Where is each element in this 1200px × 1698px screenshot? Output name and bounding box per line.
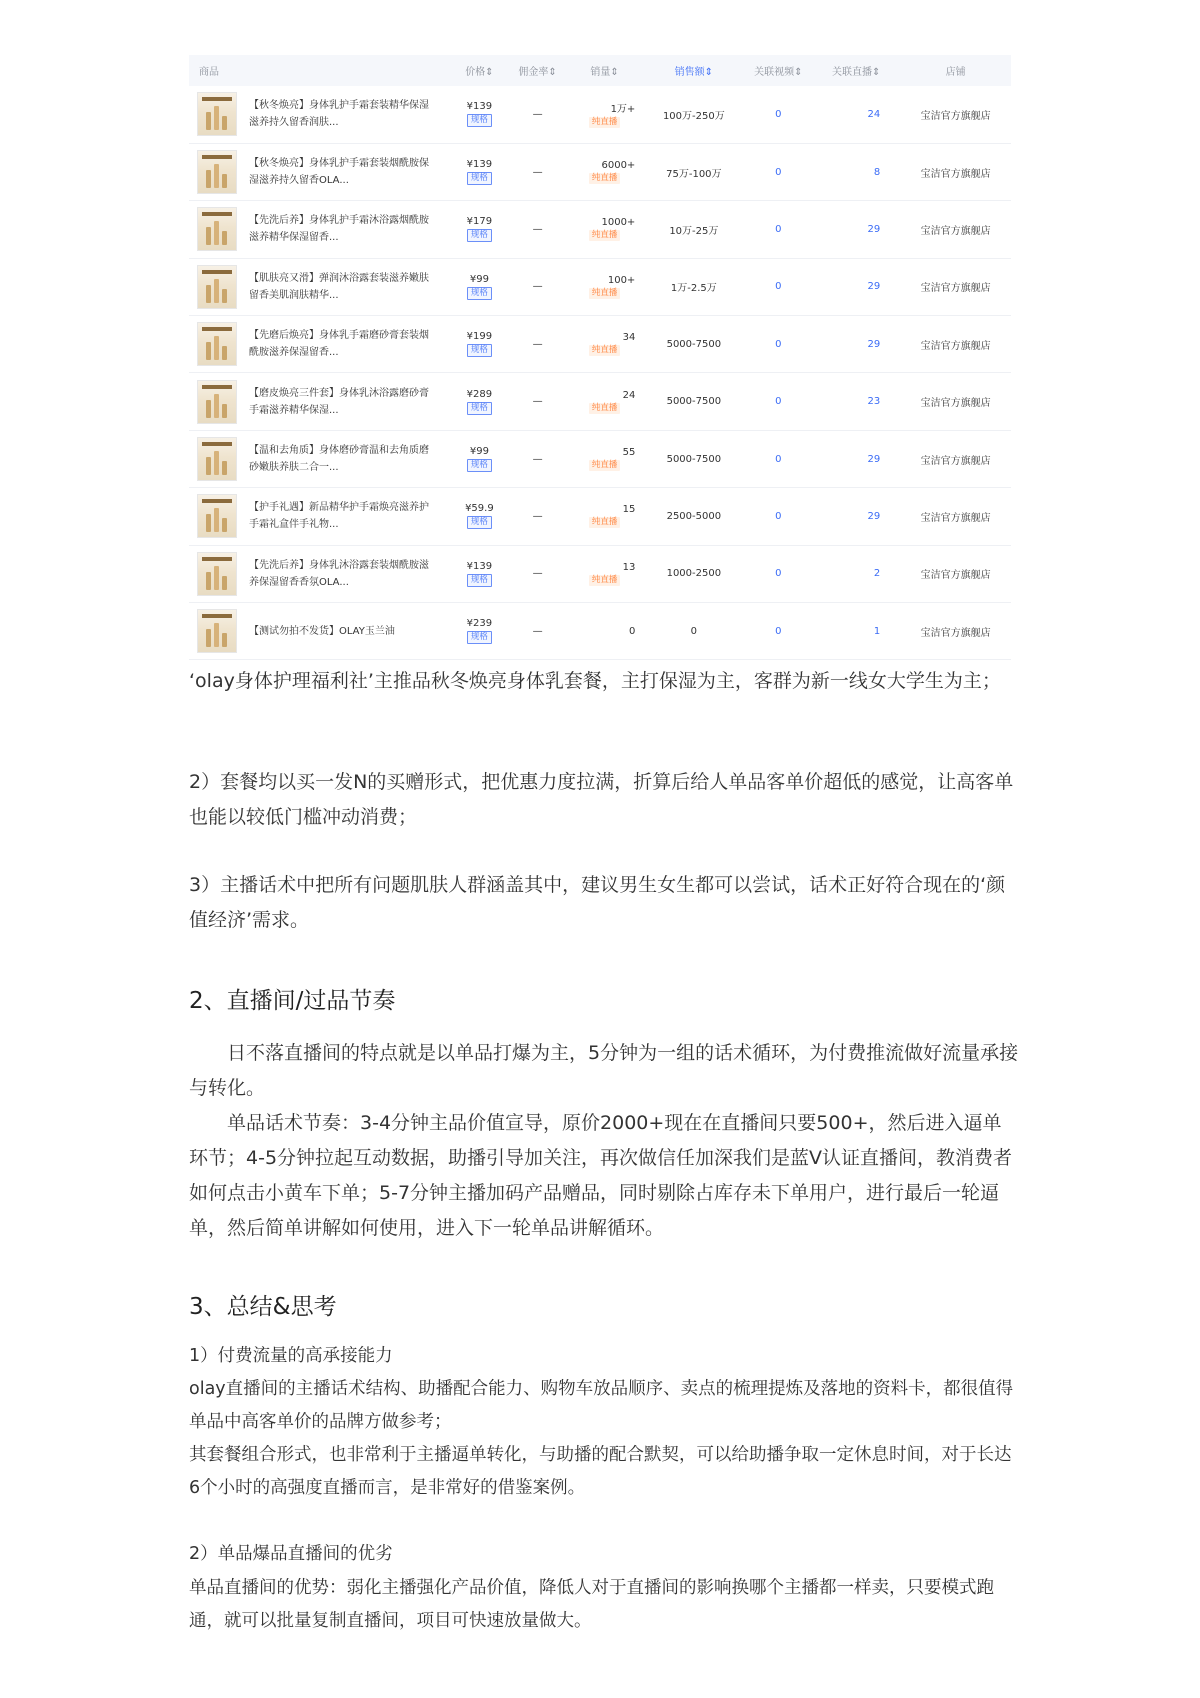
price-cell [450, 201, 510, 258]
sales-value: 0 [628, 625, 636, 637]
paragraph-summary-1: olay直播间的主播话术结构、助播配合能力、购物车放品顺序、卖点的梳理提炼及落地的资料卡，都很值得单品中高客单价的品牌方做参考； [189, 1379, 1014, 1432]
live-count-link[interactable]: 8 [873, 166, 881, 178]
product-cell [189, 430, 450, 487]
header-sales-sort[interactable]: 销量⇕ [590, 67, 619, 78]
sales-cell [566, 373, 643, 430]
header-shop: 店铺 [945, 67, 966, 78]
price-value: ¥289 [466, 388, 493, 400]
commission-value: — [532, 223, 543, 235]
product-name-link[interactable]: 【温和去角质】身体磨砂膏温和去角质磨砂嫩肤养肤二合一... [249, 445, 429, 474]
paragraph-point-3: 3）主播话术中把所有问题肌肤人群涵盖其中，建议男生女生都可以尝试，话术正好符合现在的‘颜值经济’需求。 [189, 874, 1006, 931]
sales-value: 15 [622, 504, 636, 516]
sales-value: 100+ [607, 274, 636, 286]
spec-tag[interactable]: 规格 [467, 172, 492, 185]
price-value: ¥139 [466, 560, 493, 572]
section-heading-3: 3、总结&思考 [189, 1294, 337, 1320]
revenue-value: 1万-2.5万 [670, 283, 717, 295]
shop-name[interactable]: 宝洁官方旗舰店 [920, 340, 991, 352]
live-only-badge: 纯直播 [589, 173, 621, 184]
product-thumbnail-image[interactable] [197, 150, 237, 194]
revenue-value: 2500-5000 [666, 510, 722, 522]
table-row[interactable] [189, 258, 1011, 315]
shop-name[interactable]: 宝洁官方旗舰店 [920, 455, 991, 467]
spec-tag[interactable]: 规格 [467, 229, 492, 242]
revenue-value: 100万-250万 [662, 110, 725, 122]
product-thumbnail-image[interactable] [197, 207, 237, 251]
paragraph-intro: ‘olay身体护理福利社’主推品秋冬焕亮身体乳套餐，主打保湿为主，客群为新一线女大学生为主； [189, 670, 1001, 692]
paragraph-summary-2: 其套餐组合形式，也非常利于主播逼单转化，与助播的配合默契，可以给助播争取一定休息时间，对于长达6个小时的高强度直播而言，是非常好的借鉴案例。 [189, 1445, 1012, 1498]
videos-count-link[interactable]: 0 [775, 166, 782, 178]
product-cell [189, 373, 450, 430]
live-only-badge: 纯直播 [589, 517, 621, 528]
videos-count-link[interactable]: 0 [775, 281, 782, 293]
sales-cell [566, 316, 643, 373]
sales-cell [566, 603, 643, 660]
commission-value: — [532, 396, 543, 408]
live-count-link[interactable]: 2 [873, 568, 881, 580]
sales-value: 1万+ [610, 104, 636, 116]
price-value: ¥99 [469, 446, 489, 458]
sales-cell [566, 488, 643, 545]
product-cell [189, 488, 450, 545]
spec-tag[interactable]: 规格 [467, 574, 492, 587]
product-cell [189, 86, 450, 143]
videos-count-link[interactable]: 0 [775, 625, 782, 637]
product-thumbnail-image[interactable] [197, 322, 237, 366]
header-revenue-sort[interactable]: 销售额⇕ [674, 67, 714, 78]
price-cell [450, 603, 510, 660]
revenue-value: 5000-7500 [666, 338, 722, 350]
commission-value: — [532, 625, 543, 637]
product-cell [189, 143, 450, 200]
product-thumbnail-image[interactable] [197, 380, 237, 424]
product-name-link[interactable]: 【秋冬焕亮】身体乳护手霜套装精华保湿滋养持久留香润肤... [249, 100, 429, 129]
commission-value: — [532, 108, 543, 120]
spec-tag[interactable]: 规格 [467, 459, 492, 472]
header-videos-sort[interactable]: 关联视频⇕ [754, 67, 803, 78]
live-count-link[interactable]: 29 [867, 281, 881, 293]
commission-value: — [532, 510, 543, 522]
sales-value: 24 [622, 389, 636, 401]
live-only-badge: 纯直播 [589, 117, 621, 128]
revenue-value: 5000-7500 [666, 396, 722, 408]
videos-count-link[interactable]: 0 [775, 510, 782, 522]
commission-value: — [532, 338, 543, 350]
product-cell [189, 603, 450, 660]
price-value: ¥179 [466, 216, 493, 228]
header-commission-sort[interactable]: 佣金率⇕ [518, 67, 557, 78]
live-only-badge: 纯直播 [589, 575, 621, 586]
header-live-sort[interactable]: 关联直播⇕ [832, 67, 881, 78]
spec-tag[interactable]: 规格 [467, 402, 492, 415]
product-thumbnail-image[interactable] [197, 265, 237, 309]
product-table [189, 55, 1011, 660]
videos-count-link[interactable]: 0 [775, 568, 782, 580]
price-value: ¥139 [466, 101, 493, 113]
product-thumbnail-image[interactable] [197, 437, 237, 481]
price-cell [450, 143, 510, 200]
table-row[interactable] [189, 488, 1011, 545]
live-count-link[interactable]: 23 [867, 396, 881, 408]
commission-value: — [532, 281, 543, 293]
shop-name[interactable]: 宝洁官方旗舰店 [920, 570, 991, 582]
videos-count-link[interactable]: 0 [775, 223, 782, 235]
videos-count-link[interactable]: 0 [775, 338, 782, 350]
videos-count-link[interactable]: 0 [775, 108, 782, 120]
product-name-link[interactable]: 【先洗后养】身体乳沐浴露套装烟酰胺滋养保湿留香香氛OLA... [249, 559, 429, 588]
product-thumbnail-image[interactable] [197, 92, 237, 136]
paragraph-live-feature: 日不落直播间的特点就是以单品打爆为主，5分钟为一组的话术循环，为付费推流做好流量承接与转化。 [189, 1042, 1019, 1099]
paragraph-point-2: 2）套餐均以买一发N的买赠形式，把优惠力度拉满，折算后给人单品客单价超低的感觉，让高客单也能以较低门槛冲动消费； [189, 771, 1014, 828]
revenue-value: 5000-7500 [666, 453, 722, 465]
table-row[interactable] [189, 603, 1011, 660]
videos-count-link[interactable]: 0 [775, 453, 782, 465]
spec-tag[interactable]: 规格 [467, 114, 492, 127]
product-name-link[interactable]: 【肌肤亮又滑】弹润沐浴露套装滋养嫩肤留香美肌润肤精华... [249, 272, 429, 301]
revenue-value: 1000-2500 [666, 568, 722, 580]
table-row[interactable] [189, 201, 1011, 258]
product-name-link[interactable]: 【护手礼遇】新品精华护手霜焕亮滋养护手霜礼盒伴手礼物... [249, 502, 429, 531]
product-name-link[interactable]: 【先磨后焕亮】身体乳手霜磨砂膏套装烟酰胺滋养保湿留香... [249, 330, 429, 359]
shop-name[interactable]: 宝洁官方旗舰店 [920, 512, 991, 524]
sales-value: 34 [622, 332, 636, 344]
live-only-badge: 纯直播 [589, 460, 621, 471]
sales-cell [566, 201, 643, 258]
commission-value: — [532, 453, 543, 465]
table-row[interactable] [189, 316, 1011, 373]
table-row[interactable] [189, 143, 1011, 200]
live-count-link[interactable]: 1 [873, 625, 881, 637]
table-row[interactable] [189, 373, 1011, 430]
shop-name[interactable]: 宝洁官方旗舰店 [920, 110, 991, 122]
price-cell [450, 545, 510, 602]
price-cell [450, 488, 510, 545]
table-row[interactable] [189, 545, 1011, 602]
product-cell [189, 545, 450, 602]
sales-cell [566, 258, 643, 315]
header-product: 商品 [199, 67, 219, 78]
sales-cell [566, 86, 643, 143]
revenue-value: 75万-100万 [666, 168, 722, 180]
commission-value: — [532, 166, 543, 178]
price-cell [450, 316, 510, 373]
price-cell [450, 430, 510, 487]
commission-value: — [532, 568, 543, 580]
table-header [189, 55, 1011, 86]
live-only-badge: 纯直播 [589, 403, 621, 414]
product-name-link[interactable]: 【秋冬焕亮】身体乳护手霜套装烟酰胺保湿滋养持久留香OLA... [249, 158, 429, 187]
sales-value: 55 [622, 447, 636, 459]
price-value: ¥139 [466, 159, 493, 171]
live-only-badge: 纯直播 [589, 230, 621, 241]
paragraph-summary-3: 单品直播间的优势：弱化主播强化产品价值，降低人对于直播间的影响换哪个主播都一样卖，只要模式跑通，就可以批量复制直播间，项目可快速放量做大。 [189, 1578, 994, 1631]
live-count-link[interactable]: 29 [867, 453, 881, 465]
product-name-link[interactable]: 【测试勿拍不发货】OLAY玉兰油 [249, 625, 395, 637]
live-count-link[interactable]: 24 [867, 108, 881, 120]
product-thumbnail-image[interactable] [197, 494, 237, 538]
price-value: ¥199 [466, 331, 493, 343]
spec-tag[interactable]: 规格 [467, 344, 492, 357]
spec-tag[interactable]: 规格 [467, 287, 492, 300]
header-price-sort[interactable]: 价格⇕ [465, 67, 494, 78]
revenue-value: 0 [690, 625, 698, 637]
paragraph-script-rhythm: 单品话术节奏：3-4分钟主品价值宣导，原价2000+现在在直播间只要500+，然后进入逼单环节；4-5分钟拉起互动数据，助播引导加关注，再次做信任加深我们是蓝V认证直播间，教消费者如何点击小黄车下单；5-7分钟主播加码产品赠品，同时剔除占库存未下单用户，进行最后一轮逼单，然后简单讲解如何使用，进入下一轮单品讲解循环。 [189, 1112, 1013, 1239]
product-cell [189, 316, 450, 373]
live-only-badge: 纯直播 [589, 345, 621, 356]
sales-cell [566, 545, 643, 602]
product-thumbnail-image[interactable] [197, 609, 237, 653]
sales-cell [566, 430, 643, 487]
live-count-link[interactable]: 29 [867, 510, 881, 522]
spec-tag[interactable]: 规格 [467, 631, 492, 644]
subsection-title-1: 1）付费流量的高承接能力 [189, 1346, 393, 1366]
sales-value: 1000+ [601, 217, 636, 229]
price-cell [450, 373, 510, 430]
price-value: ¥59.9 [465, 503, 494, 515]
price-value: ¥99 [469, 273, 489, 285]
product-name-link[interactable]: 【磨皮焕亮三件套】身体乳沐浴露磨砂膏手霜滋养精华保湿... [249, 387, 429, 416]
shop-name[interactable]: 宝洁官方旗舰店 [920, 627, 991, 639]
product-cell [189, 258, 450, 315]
live-count-link[interactable]: 29 [867, 223, 881, 235]
sales-cell [566, 143, 643, 200]
revenue-value: 10万-25万 [669, 225, 719, 237]
product-cell [189, 201, 450, 258]
live-only-badge: 纯直播 [589, 288, 621, 299]
shop-name[interactable]: 宝洁官方旗舰店 [920, 168, 991, 180]
shop-name[interactable]: 宝洁官方旗舰店 [920, 283, 991, 295]
price-value: ¥239 [466, 618, 493, 630]
spec-tag[interactable]: 规格 [467, 516, 492, 529]
table-row[interactable] [189, 430, 1011, 487]
subsection-title-2: 2）单品爆品直播间的优劣 [189, 1544, 393, 1564]
section-heading-2: 2、直播间/过品节奏 [189, 988, 396, 1014]
product-thumbnail-image[interactable] [197, 552, 237, 596]
shop-name[interactable]: 宝洁官方旗舰店 [920, 398, 991, 410]
sales-value: 13 [622, 561, 636, 573]
shop-name[interactable]: 宝洁官方旗舰店 [920, 225, 991, 237]
live-count-link[interactable]: 29 [867, 338, 881, 350]
price-cell [450, 86, 510, 143]
price-cell [450, 258, 510, 315]
table-row[interactable] [189, 86, 1011, 143]
videos-count-link[interactable]: 0 [775, 396, 782, 408]
product-name-link[interactable]: 【先洗后养】身体乳护手霜沐浴露烟酰胺滋养精华保湿留香... [249, 215, 429, 244]
sales-value: 6000+ [601, 160, 636, 172]
